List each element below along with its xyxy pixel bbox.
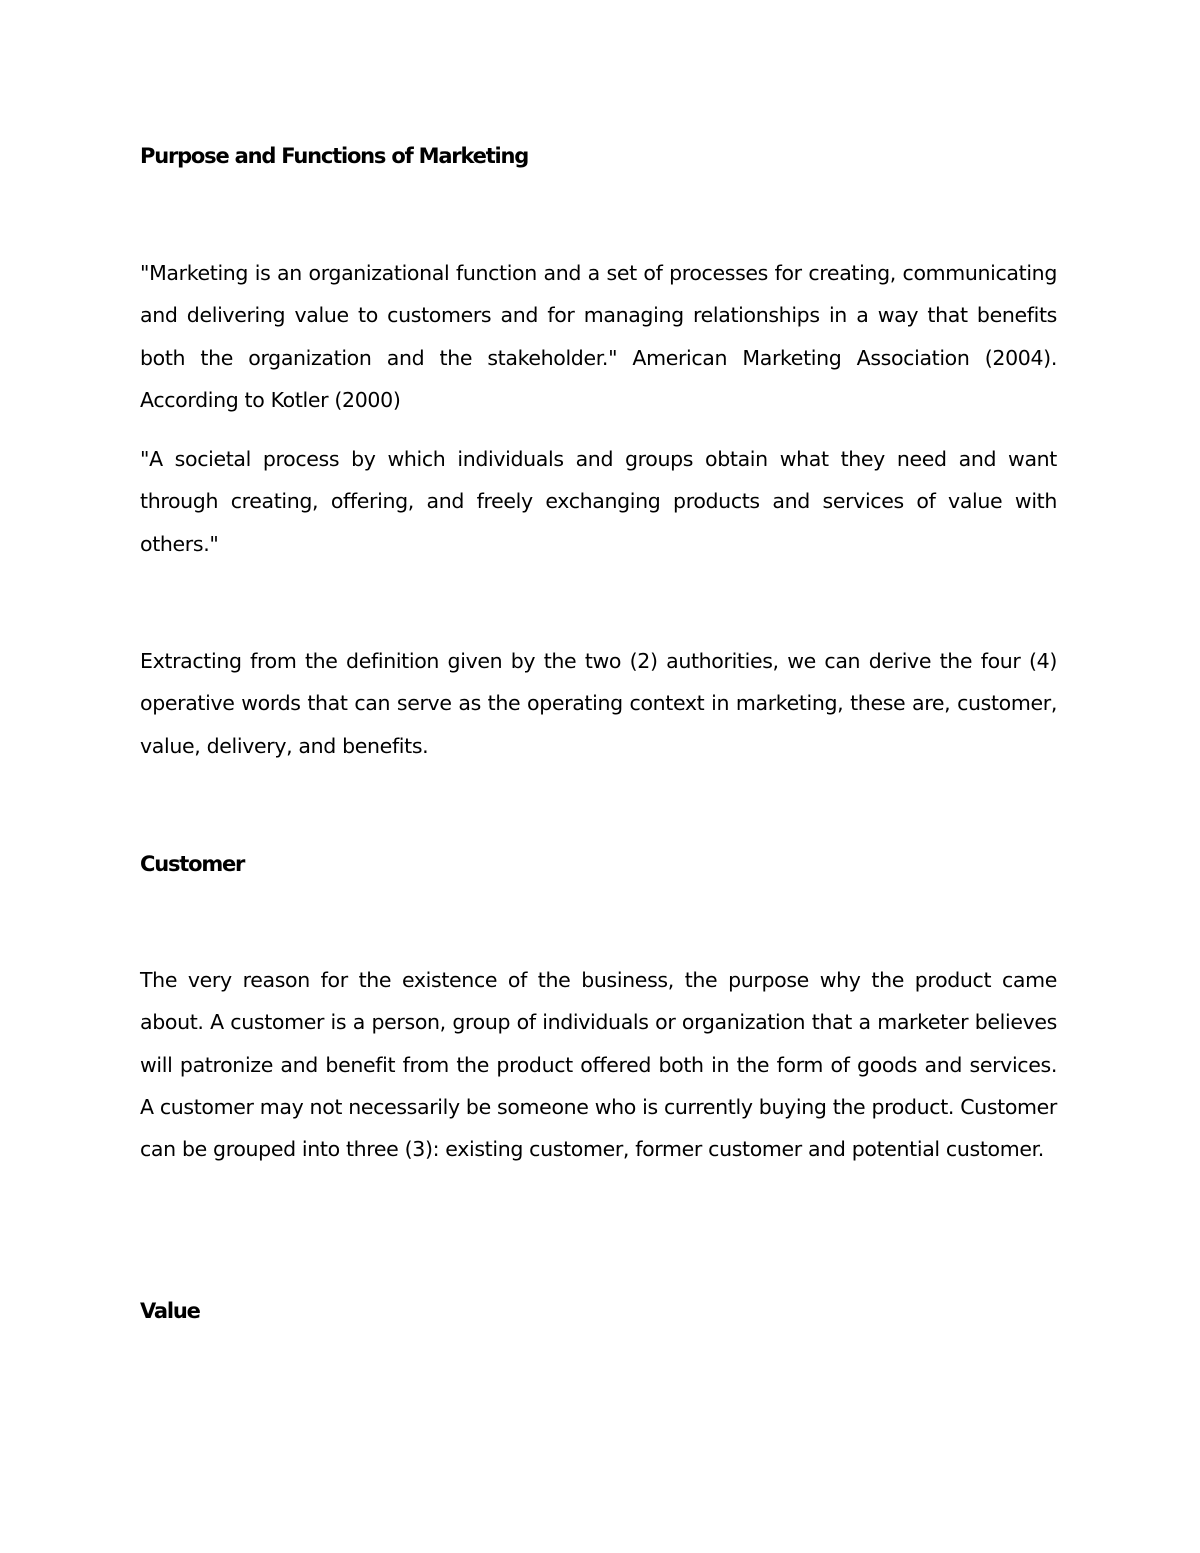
ama-definition-paragraph: "Marketing is an organizational function and a set of processes for creating, communicating and delivering value to customers and for managing relationships in a way that benefits both the organization and the stakeholder." American Marketing Association (2004). According to Kotler (2000) — [140, 261, 1057, 412]
kotler-definition-paragraph: "A societal process by which individuals and groups obtain what they need and want through creating, offering, and freely exchanging products and services of value with others." — [140, 447, 1057, 556]
customer-paragraph: The very reason for the existence of the business, the purpose why the product came about. A customer is a person, group of individuals or organization that a marketer believes will patronize and benefit from the product offered both in the form of goods and services. A customer may not necessarily be someone who is currently buying the product. Customer can be grouped into three (3): existing customer, former customer and potential customer. — [140, 968, 1057, 1162]
operative-words-paragraph: Extracting from the definition given by the two (2) authorities, we can derive the four (4) operative words that can serve as the operating context in marketing, these are, customer, value, delivery, and benefits. — [140, 649, 1057, 758]
value-heading: Value — [140, 1299, 200, 1323]
customer-heading: Customer — [140, 852, 245, 876]
document-title: Purpose and Functions of Marketing — [140, 144, 529, 168]
